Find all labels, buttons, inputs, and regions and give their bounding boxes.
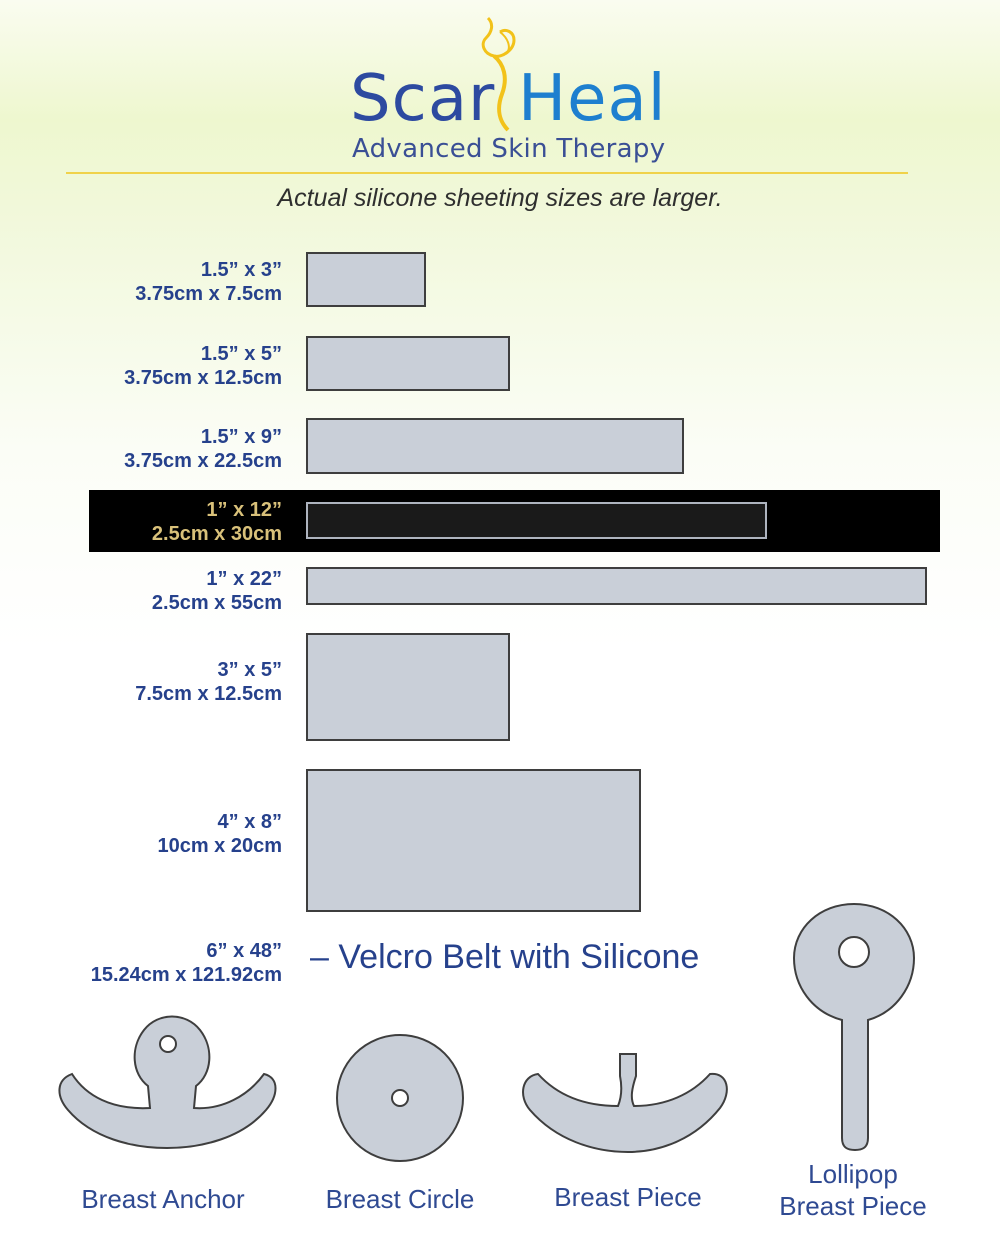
brand-word-scar: Scar: [350, 62, 496, 136]
size-metric: 3.75cm x 12.5cm: [124, 367, 282, 389]
size-label-6: [135, 658, 282, 706]
size-imperial: 1.5” x 5”: [200, 343, 282, 365]
sheet-1-5x9: [306, 418, 684, 474]
sheet-1x22: [306, 567, 927, 605]
size-imperial: 1.5” x 9”: [200, 426, 282, 448]
breast-piece-label: Breast Piece: [554, 1182, 702, 1212]
size-metric: 3.75cm x 7.5cm: [135, 283, 282, 305]
size-label-5: [152, 567, 282, 615]
brand-word-heal: Heal: [518, 62, 667, 136]
lollipop-label-line1: Lollipop: [808, 1159, 898, 1189]
velcro-belt-label: – Velcro Belt with Silicone: [310, 938, 700, 976]
brand-tagline: Advanced Skin Therapy: [352, 134, 666, 164]
sheet-3x5: [306, 633, 510, 741]
breast-circle-icon: [334, 1032, 466, 1164]
lollipop-breast-piece-icon: [790, 902, 920, 1152]
size-imperial: 1.5” x 3”: [200, 259, 282, 281]
sheet-4x8: [306, 769, 641, 912]
lollipop-label-line2: Breast Piece: [779, 1191, 927, 1221]
breast-piece-icon: [516, 1050, 734, 1160]
size-metric: 7.5cm x 12.5cm: [135, 683, 282, 705]
sheet-1-5x3: [306, 252, 426, 307]
breast-circle-label: Breast Circle: [325, 1184, 475, 1214]
size-label-1: [135, 258, 282, 306]
breast-anchor-label: Breast Anchor: [81, 1184, 245, 1214]
sheet-1x12: [306, 502, 767, 539]
size-label-4: [152, 498, 282, 546]
size-imperial: 4” x 8”: [217, 811, 282, 833]
size-label-8: [91, 939, 282, 987]
size-metric: 15.24cm x 121.92cm: [90, 964, 282, 986]
size-metric: 3.75cm x 22.5cm: [124, 450, 282, 472]
sheet-1-5x5: [306, 336, 510, 391]
size-label-3: [124, 425, 282, 473]
size-imperial: 6” x 48”: [206, 940, 282, 962]
size-note: Actual silicone sheeting sizes are larger.: [277, 184, 723, 212]
breast-anchor-icon: [52, 1008, 282, 1158]
size-imperial: 1” x 22”: [206, 568, 282, 590]
size-label-7: [157, 810, 282, 858]
size-metric: 10cm x 20cm: [157, 835, 282, 857]
size-imperial: 3” x 5”: [217, 659, 282, 681]
size-label-2: [124, 342, 282, 390]
header-divider: [66, 172, 908, 174]
size-imperial: 1” x 12”: [206, 499, 282, 521]
brand-name: [350, 62, 667, 136]
lollipop-breast-piece-label: [760, 1158, 946, 1222]
size-metric: 2.5cm x 55cm: [151, 592, 282, 614]
size-metric: 2.5cm x 30cm: [151, 523, 282, 545]
